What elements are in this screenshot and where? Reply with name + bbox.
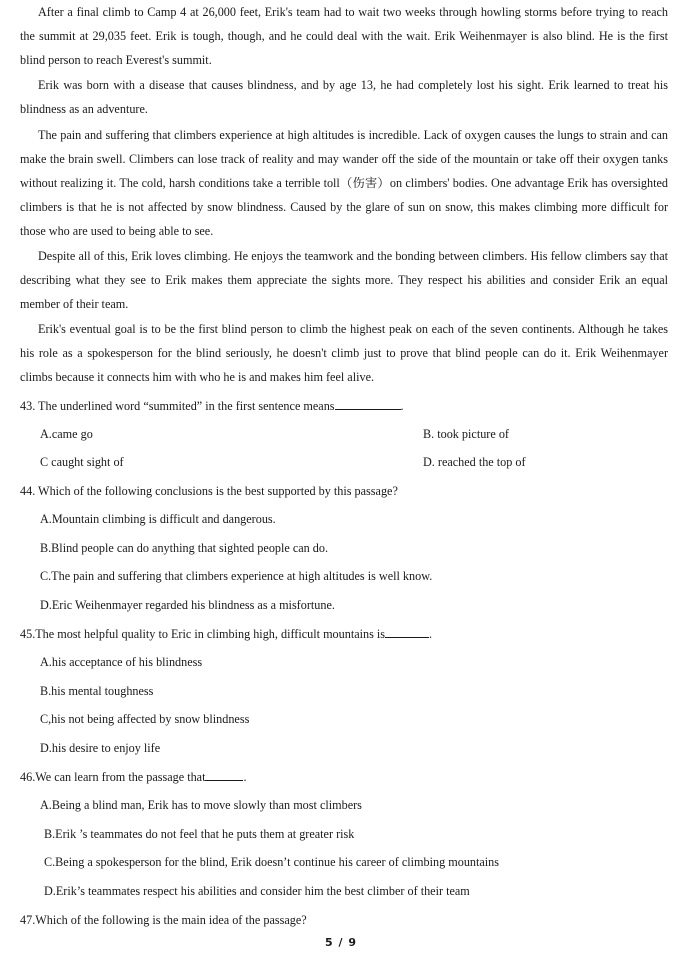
passage-paragraph-5 xyxy=(20,317,668,389)
q44-option-d[interactable]: D.Eric Weihenmayer regarded his blindness as a misfortune. xyxy=(40,598,335,612)
paragraph-5-text: Erik's eventual goal is to be the first blind person to climb the highest peak on each of the seven continents. Although he takes his role as a spokesperson for the blind seriously, he doesn't climb just to prove that blind people can do it. Erik Weihenmayer climbs because it connects him with who he is and makes him feel alive. xyxy=(20,322,668,384)
paragraph-1-text: After a final climb to Camp 4 at 26,000 feet, Erik's team had to wait two weeks through howling storms before trying to reach the summit at 29,035 feet. Erik is tough, though, and he could deal with the wait. Erik Weihenmayer is also blind. He is the first blind person to reach Everest's summit. xyxy=(20,5,668,67)
q45-option-b[interactable]: B.his mental toughness xyxy=(40,684,154,698)
q43-option-a[interactable]: A.came go xyxy=(40,427,93,441)
paragraph-4-text: Despite all of this, Erik loves climbing. He enjoys the teamwork and the bonding between climbers. His fellow climbers say that describing what they see to Erik makes them appreciate the sights more. They respect his abilities and consider Erik an equal member of their team. xyxy=(20,249,668,311)
question-46 xyxy=(20,769,247,785)
question-45 xyxy=(20,626,432,642)
question-43 xyxy=(20,398,404,414)
q44-option-a[interactable]: A.Mountain climbing is difficult and dangerous. xyxy=(40,512,276,526)
question-47: 47.Which of the following is the main idea of the passage? xyxy=(20,913,307,927)
passage-paragraph-2 xyxy=(20,73,668,121)
question-43-end: . xyxy=(400,399,404,413)
passage-paragraph-3 xyxy=(20,123,668,243)
question-46-stem: 46.We can learn from the passage that xyxy=(20,770,206,784)
q45-option-c[interactable]: C,his not being affected by snow blindness xyxy=(40,712,250,726)
q43-option-b[interactable]: B. took picture of xyxy=(423,427,509,441)
q46-option-c[interactable]: C.Being a spokesperson for the blind, Erik doesn’t continue his career of climbing mountains xyxy=(44,855,500,869)
question-45-end: . xyxy=(429,627,433,641)
passage-paragraph-4 xyxy=(20,244,668,316)
q46-option-a[interactable]: A.Being a blind man, Erik has to move slowly than most climbers xyxy=(40,798,362,812)
question-45-stem: 45.The most helpful quality to Eric in climbing high, difficult mountains is xyxy=(20,627,386,641)
answer-blank xyxy=(385,626,429,638)
answer-blank xyxy=(335,398,401,410)
q44-option-c[interactable]: C.The pain and suffering that climbers experience at high altitudes is well know. xyxy=(40,569,433,583)
question-46-end: . xyxy=(243,770,247,784)
page-number: 5 / 9 xyxy=(325,936,357,949)
q43-option-d[interactable]: D. reached the top of xyxy=(423,455,526,469)
question-44: 44. Which of the following conclusions is the best supported by this passage? xyxy=(20,484,398,498)
q45-option-a[interactable]: A.his acceptance of his blindness xyxy=(40,655,203,669)
paragraph-2-text: Erik was born with a disease that causes blindness, and by age 13, he had completely lost his sight. Erik learned to treat his blindness as an adventure. xyxy=(20,78,668,116)
paragraph-3-text: The pain and suffering that climbers experience at high altitudes is incredible. Lack of oxygen causes the lungs to strain and can make the brain swell. Climbers can lose track of reality and may wander off the side of the mountain or take off their oxygen tanks without realizing it. The cold, harsh conditions take a terrible toll（伤害）on climbers' bodies. One advantage Erik has oversighted climbers is that he is not affected by snow blindness. Caused by the glare of sun on snow, this makes climbing more difficult for those who are used to being able to see. xyxy=(20,128,668,238)
q46-option-b[interactable]: B.Erik ’s teammates do not feel that he puts them at greater risk xyxy=(44,827,355,841)
q44-option-b[interactable]: B.Blind people can do anything that sighted people can do. xyxy=(40,541,329,555)
q45-option-d[interactable]: D.his desire to enjoy life xyxy=(40,741,161,755)
q46-option-d[interactable]: D.Erik’s teammates respect his abilities and consider him the best climber of their team xyxy=(44,884,470,898)
answer-blank xyxy=(205,769,243,781)
question-43-stem: 43. The underlined word “summited” in the first sentence means xyxy=(20,399,335,413)
passage-paragraph-1 xyxy=(20,0,668,72)
q43-option-c[interactable]: C caught sight of xyxy=(40,455,124,469)
